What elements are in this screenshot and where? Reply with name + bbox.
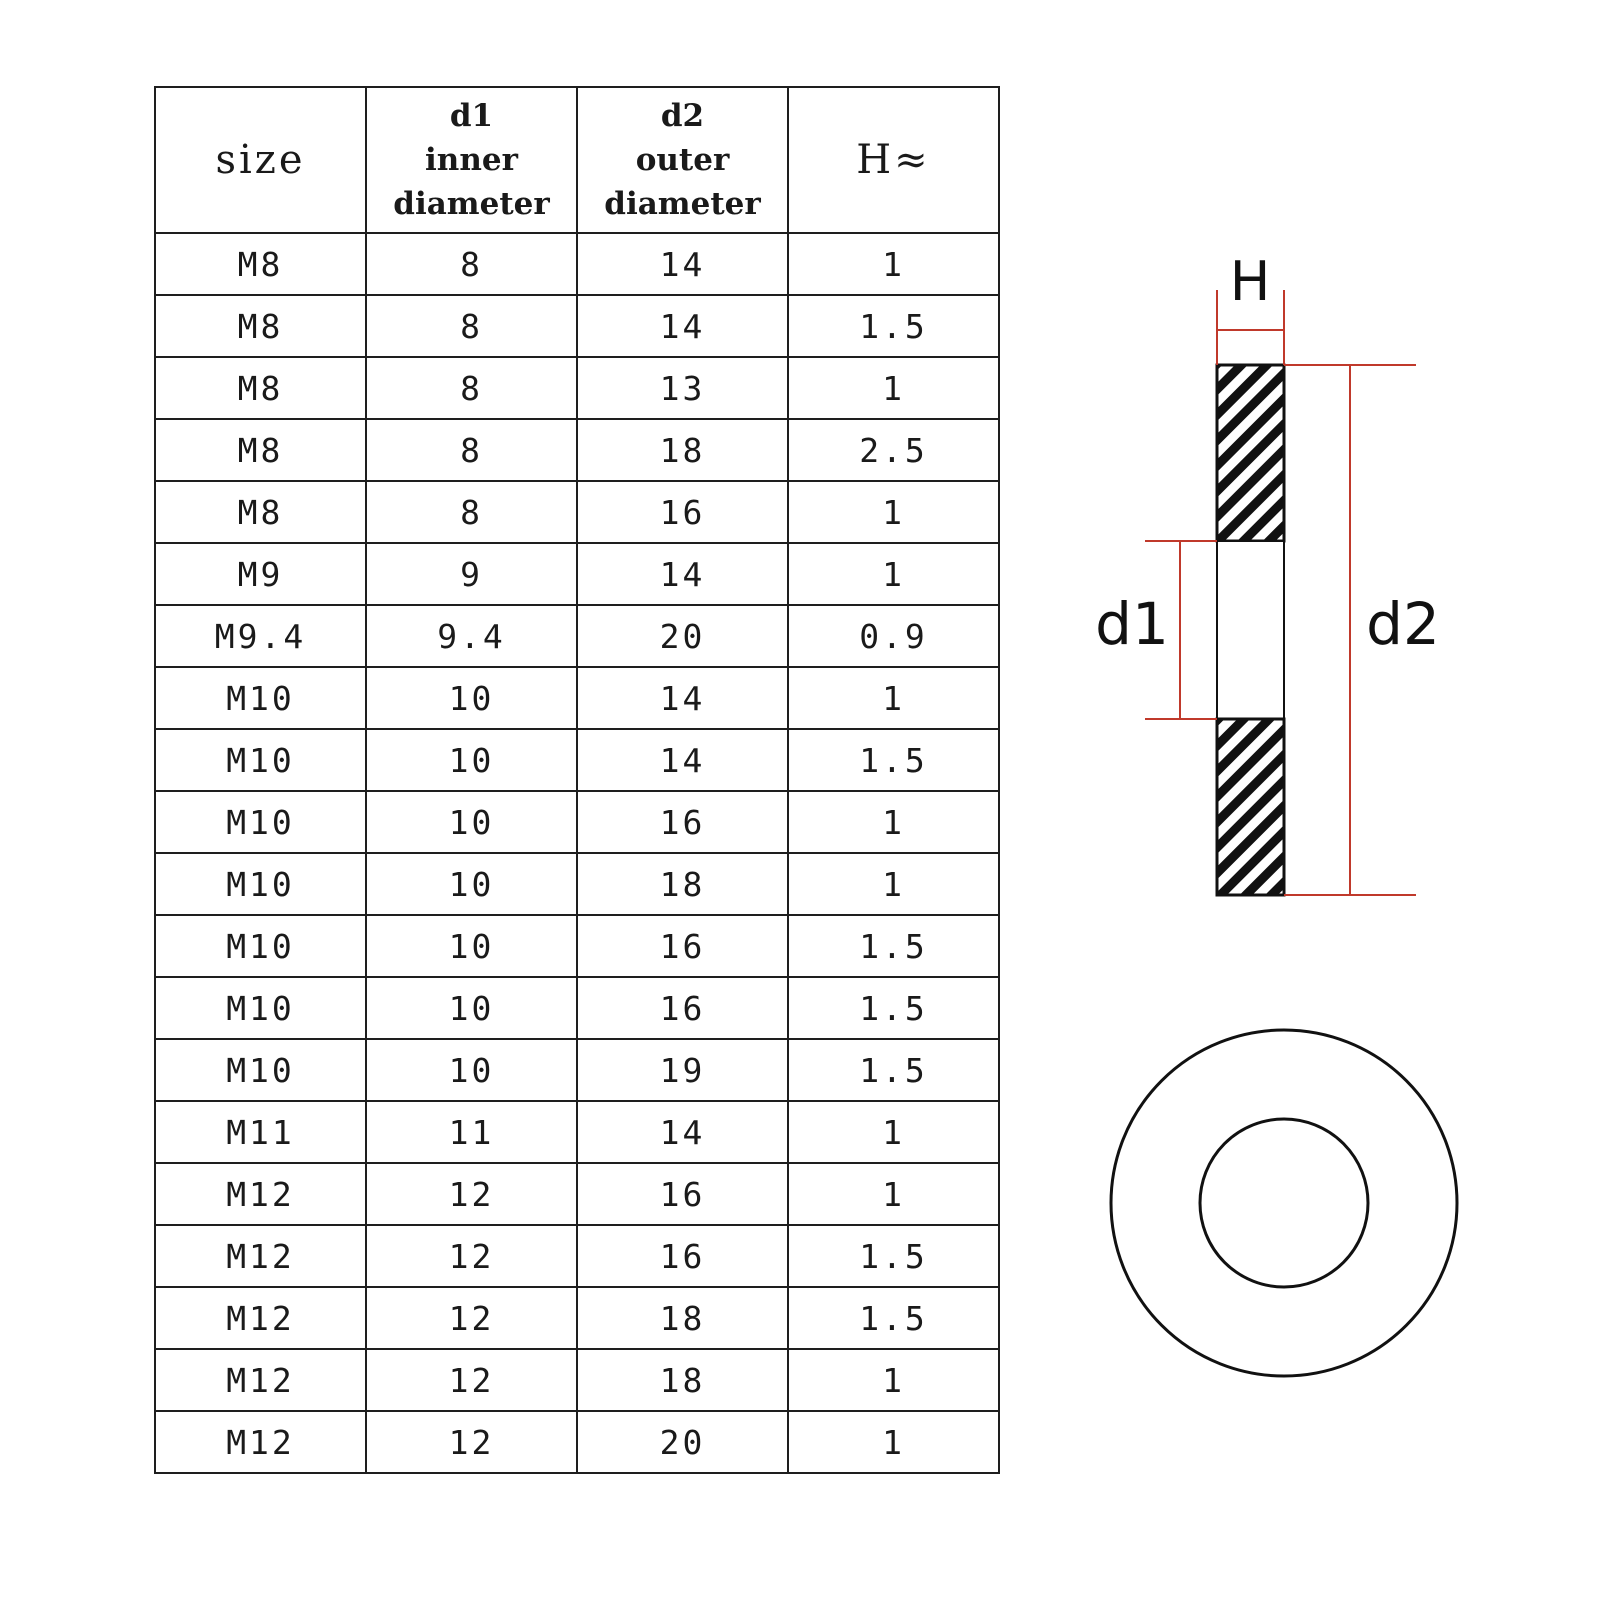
cell-d1: 10 [366, 791, 577, 853]
cell-d2: 18 [577, 1287, 788, 1349]
cell-d1: 10 [366, 1039, 577, 1101]
header-row [155, 87, 999, 233]
cell-d1: 12 [366, 1163, 577, 1225]
table-row [155, 233, 999, 295]
table-row [155, 915, 999, 977]
cell-d1: 12 [366, 1225, 577, 1287]
cell-d2: 16 [577, 481, 788, 543]
cell-d2: 16 [577, 791, 788, 853]
table-row [155, 729, 999, 791]
header-line: diameter [393, 186, 550, 222]
cell-h: 1 [788, 667, 999, 729]
header-d2 [577, 87, 788, 233]
cell-d1: 10 [366, 667, 577, 729]
cell-d1: 8 [366, 419, 577, 481]
spec-table [154, 86, 1000, 1474]
table-body [155, 233, 999, 1473]
washer-top-view [1111, 1030, 1457, 1376]
cell-size: M11 [155, 1101, 366, 1163]
cell-h: 1 [788, 853, 999, 915]
cell-h: 1 [788, 543, 999, 605]
cell-d1: 11 [366, 1101, 577, 1163]
table-row [155, 977, 999, 1039]
cell-d2: 16 [577, 1163, 788, 1225]
label-d1: d1 [1095, 590, 1169, 658]
washer-outer-circle [1111, 1030, 1457, 1376]
label-h: H [1229, 250, 1271, 313]
cell-size: M8 [155, 481, 366, 543]
cell-d1: 8 [366, 295, 577, 357]
cell-d1: 8 [366, 233, 577, 295]
cell-size: M12 [155, 1287, 366, 1349]
header-size [155, 87, 366, 233]
cell-size: M10 [155, 977, 366, 1039]
cell-d2: 14 [577, 1101, 788, 1163]
cell-d1: 8 [366, 481, 577, 543]
cell-h: 0.9 [788, 605, 999, 667]
cell-size: M10 [155, 853, 366, 915]
cell-d1: 12 [366, 1411, 577, 1473]
header-d1 [366, 87, 577, 233]
table-row [155, 1101, 999, 1163]
table-header [155, 87, 999, 233]
washer-side-view [1217, 365, 1284, 895]
cell-d2: 20 [577, 1411, 788, 1473]
cell-d1: 12 [366, 1287, 577, 1349]
cell-h: 1.5 [788, 915, 999, 977]
cell-d1: 10 [366, 977, 577, 1039]
table-row [155, 357, 999, 419]
cell-h: 1.5 [788, 729, 999, 791]
cell-h: 1 [788, 791, 999, 853]
cell-d1: 10 [366, 915, 577, 977]
cell-size: M10 [155, 1039, 366, 1101]
cell-size: M8 [155, 233, 366, 295]
table-row [155, 295, 999, 357]
cell-size: M10 [155, 791, 366, 853]
table-row [155, 419, 999, 481]
table-row [155, 605, 999, 667]
table-row [155, 1039, 999, 1101]
cell-d2: 14 [577, 667, 788, 729]
cell-size: M10 [155, 915, 366, 977]
washer-section-bottom [1217, 719, 1284, 895]
cell-d2: 16 [577, 915, 788, 977]
cell-h: 1.5 [788, 1039, 999, 1101]
table-row [155, 481, 999, 543]
cell-h: 1.5 [788, 1287, 999, 1349]
cell-size: M9 [155, 543, 366, 605]
header-h [788, 87, 999, 233]
table-row [155, 791, 999, 853]
table-row [155, 1411, 999, 1473]
table-row [155, 853, 999, 915]
cell-d2: 14 [577, 729, 788, 791]
cell-h: 1 [788, 1101, 999, 1163]
cell-d2: 18 [577, 419, 788, 481]
cell-size: M12 [155, 1163, 366, 1225]
table-row [155, 1349, 999, 1411]
cell-h: 1 [788, 1349, 999, 1411]
cell-d2: 14 [577, 543, 788, 605]
cell-d2: 14 [577, 295, 788, 357]
header-line: inner [425, 142, 518, 178]
cell-d2: 18 [577, 853, 788, 915]
cell-d1: 10 [366, 729, 577, 791]
cell-h: 2.5 [788, 419, 999, 481]
header-line: size [215, 137, 306, 183]
header-line: diameter [604, 186, 761, 222]
cell-size: M9.4 [155, 605, 366, 667]
cell-d1: 9 [366, 543, 577, 605]
cell-size: M8 [155, 357, 366, 419]
cell-size: M12 [155, 1225, 366, 1287]
cell-size: M10 [155, 667, 366, 729]
cell-d1: 9.4 [366, 605, 577, 667]
table-row [155, 667, 999, 729]
cell-size: M8 [155, 419, 366, 481]
cell-size: M12 [155, 1411, 366, 1473]
header-line: d2 [660, 98, 705, 134]
header-line: H≈ [856, 137, 931, 183]
washer-diagram [1080, 240, 1530, 1390]
cell-h: 1 [788, 481, 999, 543]
header-line: d1 [449, 98, 494, 134]
cell-d2: 14 [577, 233, 788, 295]
cell-d2: 18 [577, 1349, 788, 1411]
cell-d1: 8 [366, 357, 577, 419]
cell-size: M10 [155, 729, 366, 791]
cell-size: M12 [155, 1349, 366, 1411]
cell-h: 1.5 [788, 1225, 999, 1287]
cell-h: 1 [788, 1411, 999, 1473]
cell-h: 1.5 [788, 295, 999, 357]
table-row [155, 1163, 999, 1225]
cell-d1: 10 [366, 853, 577, 915]
cell-h: 1 [788, 357, 999, 419]
table-row [155, 543, 999, 605]
table-row [155, 1225, 999, 1287]
cell-h: 1 [788, 233, 999, 295]
cell-d2: 13 [577, 357, 788, 419]
cell-d1: 12 [366, 1349, 577, 1411]
cell-h: 1.5 [788, 977, 999, 1039]
cell-d2: 20 [577, 605, 788, 667]
washer-inner-circle [1200, 1119, 1368, 1287]
label-d2: d2 [1366, 590, 1440, 658]
cell-d2: 16 [577, 1225, 788, 1287]
washer-hole-section [1217, 541, 1284, 719]
washer-section-top [1217, 365, 1284, 541]
cell-d2: 16 [577, 977, 788, 1039]
header-line: outer [635, 142, 730, 178]
table-row [155, 1287, 999, 1349]
cell-size: M8 [155, 295, 366, 357]
cell-d2: 19 [577, 1039, 788, 1101]
cell-h: 1 [788, 1163, 999, 1225]
